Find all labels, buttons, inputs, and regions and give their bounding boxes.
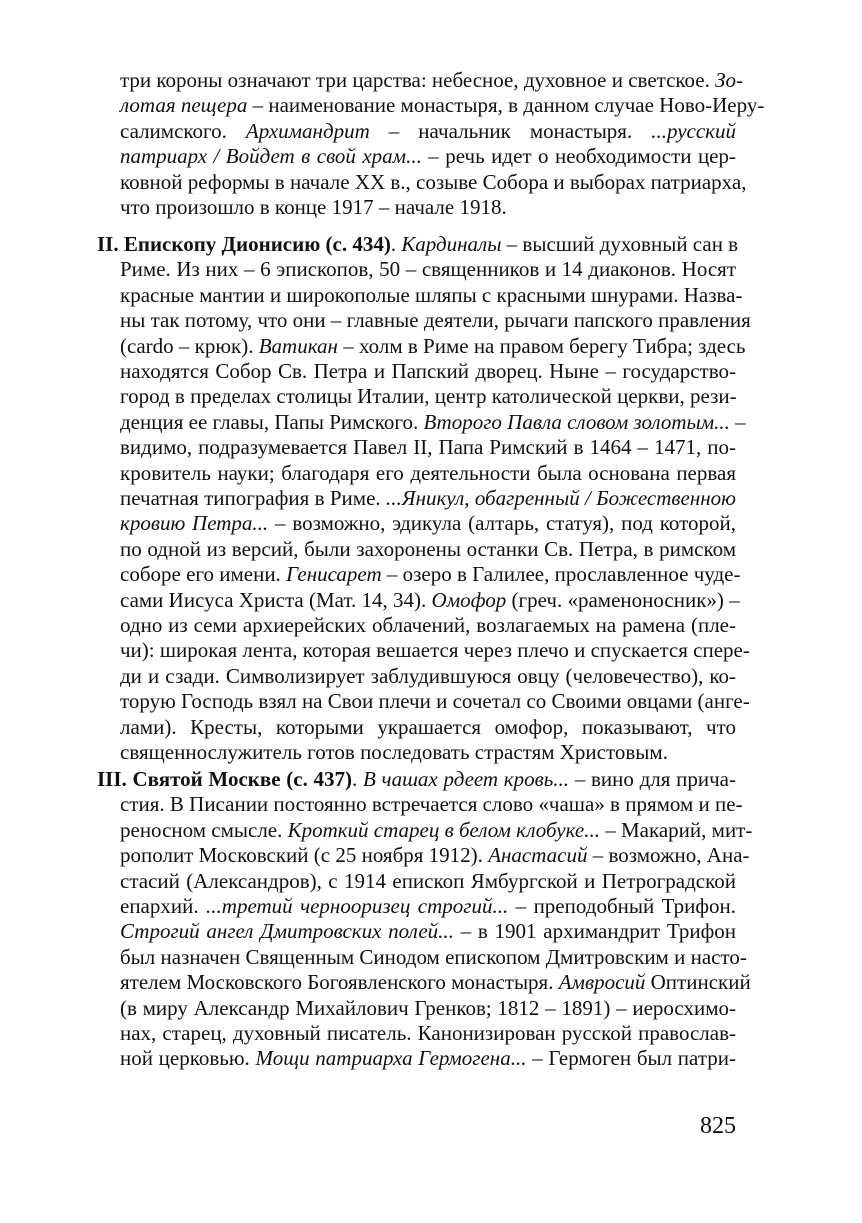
text-run: три короны означают три царства: небесное, духовное и светское. [120,68,716,92]
text-run: ной церковью. [120,1046,256,1071]
text-run: Оптинский [645,970,751,995]
text-run: . [390,232,402,256]
italic-term: Кроткий старец в белом клобуке... [287,817,600,842]
text-line [120,485,736,511]
text-line [120,587,740,613]
text-run: по одной из версий, были захоронены останки Св. Петра, в римском [120,536,736,561]
text-run: печатная типография в Риме. [120,486,387,510]
italic-term: ...третий чернооризец строгий... [206,894,509,918]
text-run: чи): широкая лента, которая вешается через плечо и спускается спере- [120,638,750,663]
text-run: – холм в Риме на правом берегу Тибра; здесь [337,333,746,358]
text-run: ятелем Московского Богоявленского монастыря. [120,970,559,995]
text-run: священнослужитель готов последовать страстям Христовым. [120,740,668,764]
text-run: рополит Московский (с 25 ноября 1912). [120,843,489,868]
text-run: кровитель науки; благодаря его деятельности была основана первая [120,460,736,485]
text-run: салимского. [120,118,246,143]
text-run: . [352,767,364,791]
text-line [120,1020,736,1046]
text-line [120,460,736,486]
text-run: сами Иисуса Христа (Мат. 14, 34). [120,587,432,612]
text-line [120,714,736,740]
text-line [120,688,750,714]
text-line [120,282,743,308]
text-run: – Гермоген был патри- [526,1046,736,1071]
text-line [120,169,747,195]
text-line [120,383,736,409]
text-run: – высший духовный сан в [501,232,739,256]
text-run: – возможно, эдикула (алтарь, статуя), под которой, [268,511,736,536]
text-line [120,1045,736,1071]
section-heading: II. Епископу Дионисию (с. 434) [97,232,391,256]
text-run: епархий. [120,894,207,918]
text-run: находятся Собор Св. Петра и Папский дворец. Ныне – государство- [120,359,736,383]
text-run: – в 1901 архимандрит Трифон [453,919,737,944]
text-line [120,194,736,220]
text-run: стия. В Писании постоянно встречается слово «чаша» в прямом и пе- [120,792,743,817]
text-line [120,893,736,919]
italic-term: ...Яникул, обагренный / Божественною [386,486,736,510]
text-run: город в пределах столицы Италии, центр католической церкви, рези- [120,384,737,409]
italic-term: Ватикан [258,333,338,358]
text-run: – вино для прича- [569,767,736,791]
italic-term: Омофор [431,587,507,612]
text-run: соборе его имени. [120,562,287,587]
italic-term: Генисарет [286,562,382,587]
text-run: – начальник монастыря. [369,118,652,143]
text-run: красные мантии и широкополые шляпы с красными шнурами. Назва- [120,282,743,307]
text-run: (cardo – крюк). [120,333,259,358]
text-run: ди и сзади. Символизирует заблудившуюся овцу (человечество), ко- [120,663,736,688]
text-run: (в миру Александр Михайлович Гренков; 1812 – 1891) – иеросхимо- [120,995,736,1020]
text-line [120,969,751,995]
text-line [120,842,750,868]
text-line [120,561,741,587]
text-run: – преподобный Трифон. [508,894,737,918]
section-heading: III. Святой Москве (с. 437) [97,767,353,791]
text-run: реносном смысле. [120,817,288,842]
italic-term: Кардиналы [401,232,502,256]
italic-term: патриарх / Войдет в свой храм... [120,144,422,169]
italic-term: Амвросий [558,970,646,995]
text-line [120,358,736,384]
text-line [120,510,736,536]
text-line [120,67,744,93]
text-run: – Макарий, мит- [599,817,753,842]
italic-term: Архимандрит [245,118,370,143]
text-run: – возможно, Ана- [587,843,750,868]
text-line [120,118,736,144]
text-line [97,231,739,257]
italic-term: Строгий ангел Дмитровских полей... [120,919,454,944]
text-run: Риме. Из них – 6 эпископов, 50 – священников и 14 диаконов. Носят [120,257,736,282]
page-number: 825 [700,1113,736,1139]
text-line [120,434,736,460]
text-line [120,637,750,663]
text-line [120,256,736,282]
text-line [120,739,736,765]
text-line [120,612,736,638]
text-line [120,536,736,562]
text-line [120,663,736,689]
text-run: что произошло в конце 1917 – начале 1918. [120,195,507,219]
text-run: ковной реформы в начале XX в., созыве Собора и выборах патриарха, [120,169,747,194]
italic-term: ...русский [651,118,737,143]
text-run: (греч. «раменоносник») – [506,587,740,612]
italic-term: Зо- [715,68,744,92]
italic-term: Мощи патриарха Гермогена... [255,1046,527,1071]
text-run: ны так потому, что они – главные деятели, рычаги папского правления [120,308,751,333]
text-run: нах, старец, духовный писатель. Канонизирован русской православ- [120,1021,736,1045]
text-line [120,918,736,944]
text-run: был назначен Священным Синодом епископом Дмитровским и насто- [120,944,747,969]
italic-term: лотая пещера [120,93,248,118]
text-run: видимо, подразумевается Павел II, Папа Римский в 1464 – 1471, по- [120,435,736,460]
text-line [120,868,736,894]
text-line [120,995,736,1021]
text-run: лами). Кресты, которыми украшается омофор, показывают, что [120,714,736,739]
text-run: – наименование монастыря, в данном случае Ново-Иеру- [247,93,765,118]
text-run: денция ее главы, Папы Римского. [120,409,424,434]
text-run: – [729,409,746,434]
text-run: – озеро в Галилее, прославленное чуде- [381,562,741,587]
text-line [120,791,743,817]
italic-term: Второго Павла словом золотым... [423,409,730,434]
text-line [120,817,753,843]
text-line [120,92,765,118]
italic-term: Анастасий [488,843,588,868]
text-line [97,766,736,792]
text-line [120,333,746,359]
text-run: стасий (Александров), с 1914 епископ Ямбургской и Петроградской [120,868,736,893]
text-line [120,307,751,333]
italic-term: В чашах рдеет кровь... [363,767,570,791]
italic-term: кровию Петра... [120,511,269,536]
text-run: – речь идет о необходимости цер- [421,144,736,169]
text-line [120,143,736,169]
text-line [120,409,746,435]
text-run: торую Господь взял на Свои плечи и сочетал со Своими овцами (анге- [120,689,750,714]
text-run: одно из семи архиерейских облачений, возлагаемых на рамена (пле- [120,613,736,637]
text-line [120,944,747,970]
